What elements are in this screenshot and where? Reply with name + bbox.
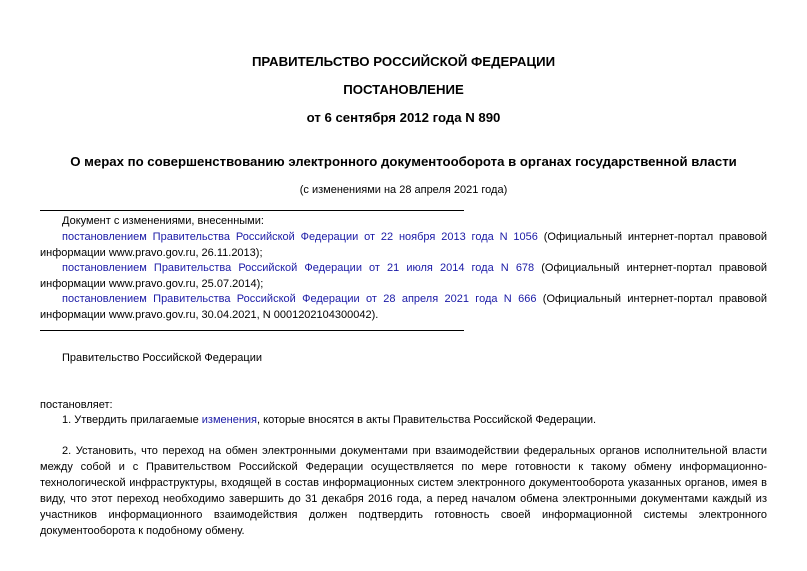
amendment-source: (Официальный интернет-портал правовой информации www.pravo.gov.ru, 26.11.2013); <box>40 231 767 259</box>
changes-link[interactable]: изменения <box>201 414 258 426</box>
amendment-item <box>40 229 767 261</box>
resolves-text: постановляет: <box>40 399 113 411</box>
document-type-heading: ПОСТАНОВЛЕНИЕ <box>343 82 464 97</box>
amendment-source: (Официальный интернет-портал правовой информации www.pravo.gov.ru, 30.04.2021, N 0001202104300042). <box>40 293 768 321</box>
clause-2: 2. Установить, что переход на обмен электронными документами при взаимодействии федеральных органов исполнительной власти между собой и с Правительством Российской Федерации осуществляется по мере готовности к такому обмену информационно-технологической инфраструктуры, входящей в состав информационных систем электронного документооборота указанных органов, имея в виду, что этот переход необходимо завершить до 31 декабря 2016 года, а перед началом обмена электронными документами каждый из участников информационного взаимодействия должен подтвердить готовность своей информационной системы электронного документооборота к подобному обмену. <box>40 445 767 537</box>
amendment-link-2021[interactable]: постановлением Правительства Российской Федерации от 28 апреля 2021 года N 666 <box>62 293 537 305</box>
date-number-heading: от 6 сентября 2012 года N 890 <box>306 110 501 125</box>
divider-bottom <box>40 330 464 331</box>
divider-top <box>40 210 464 211</box>
amended-note: (с изменениями на 28 апреля 2021 года) <box>299 184 508 196</box>
document-title: О мерах по совершенствованию электронного документооборота в органах государственной власти <box>70 154 737 169</box>
amendment-item <box>40 291 767 323</box>
clause-1-after: , которые вносятся в акты Правительства Российской Федерации. <box>257 414 597 426</box>
amendment-link-2013[interactable]: постановлением Правительства Российской Федерации от 22 ноября 2013 года N 1056 <box>62 231 538 243</box>
changes-intro: Документ с изменениями, внесенными: <box>62 215 264 227</box>
amendment-link-2014[interactable]: постановлением Правительства Российской Федерации от 21 июля 2014 года N 678 <box>62 262 535 274</box>
clause-1-before: 1. Утвердить прилагаемые <box>62 414 202 426</box>
amendment-source: (Официальный интернет-портал правовой информации www.pravo.gov.ru, 25.07.2014); <box>40 262 767 290</box>
amendment-item <box>40 260 767 292</box>
issuer-text: Правительство Российской Федерации <box>62 352 262 364</box>
government-heading: ПРАВИТЕЛЬСТВО РОССИЙСКОЙ ФЕДЕРАЦИИ <box>251 54 556 69</box>
clause-1 <box>40 412 767 428</box>
